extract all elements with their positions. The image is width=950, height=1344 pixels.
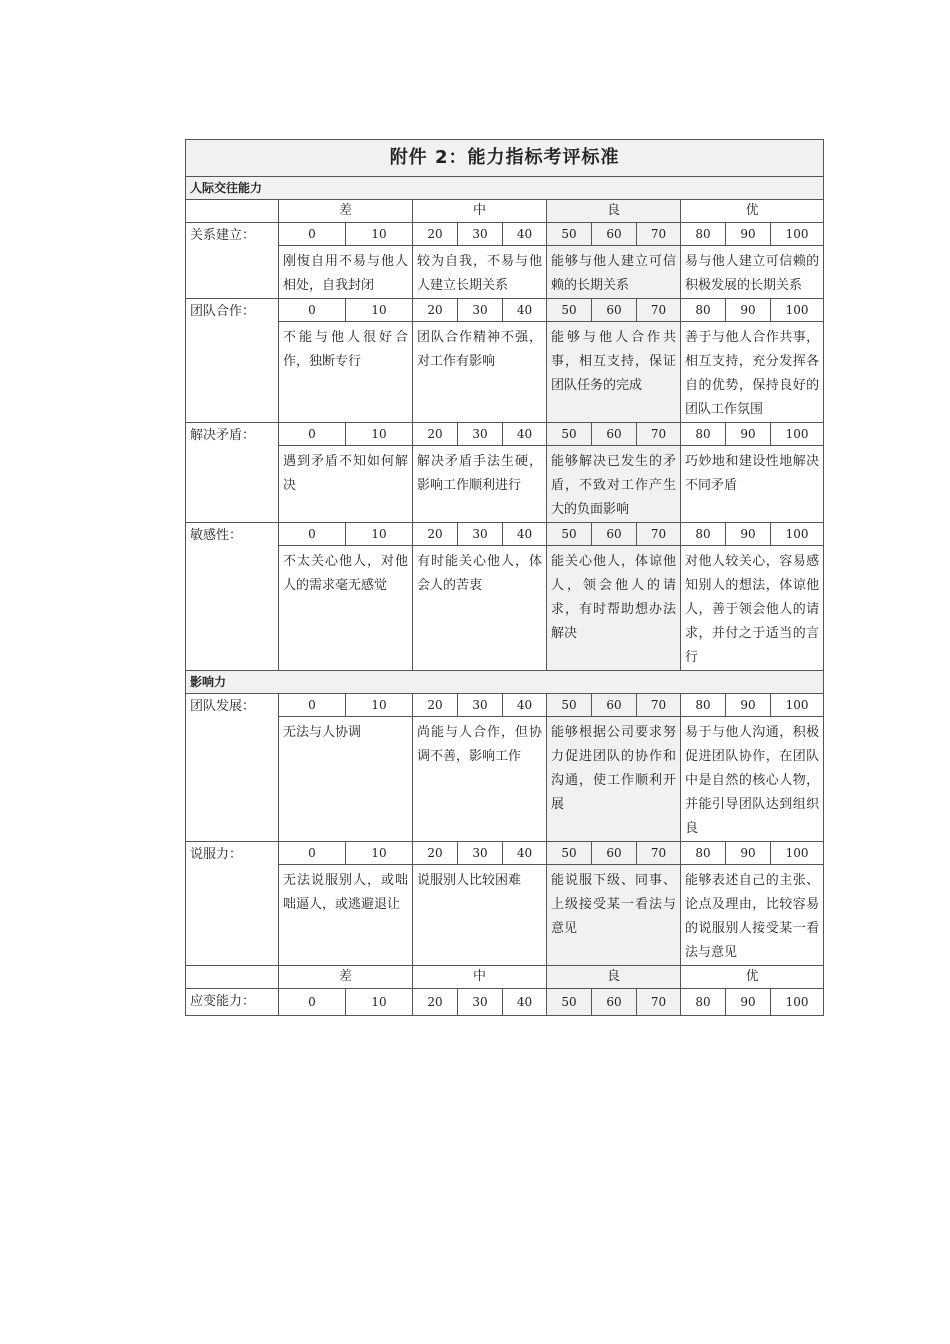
- grade-corner-cell: [186, 200, 279, 223]
- score-cell: 90: [726, 842, 771, 865]
- criterion-description: 能够与他人合作共事，相互支持，保证团队任务的完成: [547, 322, 681, 423]
- criterion-score-row: [186, 299, 824, 322]
- criterion-desc-row: [186, 865, 824, 966]
- criterion-description: 较为自我，不易与他人建立长期关系: [413, 246, 547, 299]
- score-cell: 80: [681, 523, 726, 546]
- grade-label: 优: [681, 966, 824, 989]
- criterion-desc-row: [186, 246, 824, 299]
- score-cell: 50: [547, 423, 592, 446]
- score-cell: 90: [726, 523, 771, 546]
- criterion-description: 对他人较关心，容易感知别人的想法，体谅他人，善于领会他人的请求，并付之于适当的言行: [681, 546, 824, 671]
- score-cell: 70: [637, 694, 681, 717]
- score-cell: 40: [503, 842, 547, 865]
- score-cell: 10: [346, 223, 413, 246]
- evaluation-table: [185, 139, 824, 1016]
- score-cell: 0: [279, 842, 346, 865]
- grade-label: 中: [413, 200, 547, 223]
- criterion-description: 有时能关心他人，体会人的苦衷: [413, 546, 547, 671]
- criterion-description: 不能与他人很好合作，独断专行: [279, 322, 413, 423]
- score-cell: 0: [279, 694, 346, 717]
- score-cell: 10: [346, 299, 413, 322]
- score-cell: 20: [413, 423, 458, 446]
- criterion-description: 刚愎自用不易与他人相处，自我封闭: [279, 246, 413, 299]
- score-cell: 30: [458, 842, 503, 865]
- score-cell: 90: [726, 694, 771, 717]
- score-cell: 90: [726, 223, 771, 246]
- criterion-description: 尚能与人合作，但协调不善，影响工作: [413, 717, 547, 842]
- score-cell: 50: [547, 523, 592, 546]
- criterion-description: 能够根据公司要求努力促进团队的协作和沟通，使工作顺利开展: [547, 717, 681, 842]
- criterion-description: 团队合作精神不强，对工作有影响: [413, 322, 547, 423]
- criterion-label: 关系建立：: [186, 223, 279, 299]
- criterion-description: 能够解决已发生的矛盾，不致对工作产生大的负面影响: [547, 446, 681, 523]
- score-cell: 60: [592, 299, 637, 322]
- criterion-description: 能说服下级、同事、上级接受某一看法与意见: [547, 865, 681, 966]
- criterion-description: 能关心他人，体谅他人，领会他人的请求，有时帮助想办法解决: [547, 546, 681, 671]
- score-cell: 40: [503, 223, 547, 246]
- score-cell: 10: [346, 694, 413, 717]
- grade-corner-cell: [186, 966, 279, 989]
- grade-label: 中: [413, 966, 547, 989]
- criterion-score-row: [186, 842, 824, 865]
- score-cell: 100: [771, 842, 824, 865]
- criterion-desc-row: [186, 717, 824, 842]
- criterion-description: 善于与他人合作共事，相互支持，充分发挥各自的优势，保持良好的团队工作氛围: [681, 322, 824, 423]
- score-cell: 70: [637, 523, 681, 546]
- score-cell: 10: [346, 989, 413, 1016]
- score-cell: 90: [726, 989, 771, 1016]
- score-cell: 80: [681, 223, 726, 246]
- score-cell: 60: [592, 423, 637, 446]
- score-cell: 10: [346, 523, 413, 546]
- score-cell: 50: [547, 989, 592, 1016]
- score-cell: 90: [726, 423, 771, 446]
- score-cell: 70: [637, 423, 681, 446]
- score-cell: 0: [279, 299, 346, 322]
- criterion-label: 团队合作：: [186, 299, 279, 423]
- criterion-label: 团队发展：: [186, 694, 279, 842]
- score-cell: 50: [547, 694, 592, 717]
- score-cell: 20: [413, 842, 458, 865]
- score-cell: 70: [637, 299, 681, 322]
- score-cell: 30: [458, 523, 503, 546]
- grade-header-row: [186, 966, 824, 989]
- criterion-score-row: [186, 523, 824, 546]
- score-cell: 80: [681, 423, 726, 446]
- score-cell: 70: [637, 223, 681, 246]
- score-cell: 30: [458, 989, 503, 1016]
- score-cell: 100: [771, 694, 824, 717]
- score-cell: 0: [279, 423, 346, 446]
- score-cell: 30: [458, 423, 503, 446]
- criterion-desc-row: [186, 322, 824, 423]
- score-cell: 40: [503, 299, 547, 322]
- score-cell: 60: [592, 523, 637, 546]
- score-cell: 40: [503, 523, 547, 546]
- criterion-description: 无法说服别人，或咄咄逼人，或逃避退让: [279, 865, 413, 966]
- grade-label: 差: [279, 200, 413, 223]
- score-cell: 50: [547, 842, 592, 865]
- criterion-label: 解决矛盾：: [186, 423, 279, 523]
- score-cell: 20: [413, 523, 458, 546]
- grade-label: 优: [681, 200, 824, 223]
- score-cell: 20: [413, 299, 458, 322]
- grade-label: 差: [279, 966, 413, 989]
- criterion-desc-row: [186, 546, 824, 671]
- criterion-label: 敏感性：: [186, 523, 279, 671]
- score-cell: 70: [637, 842, 681, 865]
- score-cell: 10: [346, 842, 413, 865]
- score-cell: 80: [681, 299, 726, 322]
- section-row: [186, 177, 824, 200]
- score-cell: 30: [458, 694, 503, 717]
- score-cell: 40: [503, 989, 547, 1016]
- criterion-score-row: [186, 423, 824, 446]
- score-cell: 100: [771, 223, 824, 246]
- score-cell: 0: [279, 523, 346, 546]
- score-cell: 30: [458, 299, 503, 322]
- score-cell: 50: [547, 223, 592, 246]
- score-cell: 20: [413, 223, 458, 246]
- score-cell: 60: [592, 223, 637, 246]
- criterion-description: 巧妙地和建设性地解决不同矛盾: [681, 446, 824, 523]
- criterion-label: 应变能力：: [186, 989, 279, 1016]
- score-cell: 100: [771, 299, 824, 322]
- score-cell: 0: [279, 223, 346, 246]
- score-cell: 0: [279, 989, 346, 1016]
- score-cell: 20: [413, 989, 458, 1016]
- criterion-score-row: [186, 694, 824, 717]
- score-cell: 80: [681, 694, 726, 717]
- criterion-description: 说服别人比较困难: [413, 865, 547, 966]
- criterion-score-row: [186, 223, 824, 246]
- criterion-desc-row: [186, 446, 824, 523]
- score-cell: 100: [771, 423, 824, 446]
- grade-header-row: [186, 200, 824, 223]
- criterion-label: 说服力：: [186, 842, 279, 966]
- score-cell: 80: [681, 989, 726, 1016]
- score-cell: 100: [771, 523, 824, 546]
- score-cell: 40: [503, 423, 547, 446]
- score-cell: 60: [592, 842, 637, 865]
- section-row: [186, 671, 824, 694]
- score-cell: 20: [413, 694, 458, 717]
- score-cell: 60: [592, 989, 637, 1016]
- criterion-description: 解决矛盾手法生硬，影响工作顺利进行: [413, 446, 547, 523]
- criterion-description: 无法与人协调: [279, 717, 413, 842]
- criterion-description: 易于与他人沟通，积极促进团队协作，在团队中是自然的核心人物，并能引导团队达到组织良: [681, 717, 824, 842]
- score-cell: 50: [547, 299, 592, 322]
- criterion-description: 能够与他人建立可信赖的长期关系: [547, 246, 681, 299]
- criterion-description: 不太关心他人，对他人的需求毫无感觉: [279, 546, 413, 671]
- score-cell: 40: [503, 694, 547, 717]
- criterion-score-row: [186, 989, 824, 1016]
- grade-label: 良: [547, 966, 681, 989]
- page-title: 附件 2：能力指标考评标准: [186, 140, 824, 177]
- criterion-description: 易与他人建立可信赖的积极发展的长期关系: [681, 246, 824, 299]
- section-title: 影响力: [186, 671, 824, 694]
- criterion-description: 能够表述自己的主张、论点及理由，比较容易的说服别人接受某一看法与意见: [681, 865, 824, 966]
- score-cell: 90: [726, 299, 771, 322]
- criterion-description: 遇到矛盾不知如何解决: [279, 446, 413, 523]
- score-cell: 10: [346, 423, 413, 446]
- score-cell: 100: [771, 989, 824, 1016]
- score-cell: 80: [681, 842, 726, 865]
- score-cell: 70: [637, 989, 681, 1016]
- score-cell: 60: [592, 694, 637, 717]
- grade-label: 良: [547, 200, 681, 223]
- score-cell: 30: [458, 223, 503, 246]
- section-title: 人际交往能力: [186, 177, 824, 200]
